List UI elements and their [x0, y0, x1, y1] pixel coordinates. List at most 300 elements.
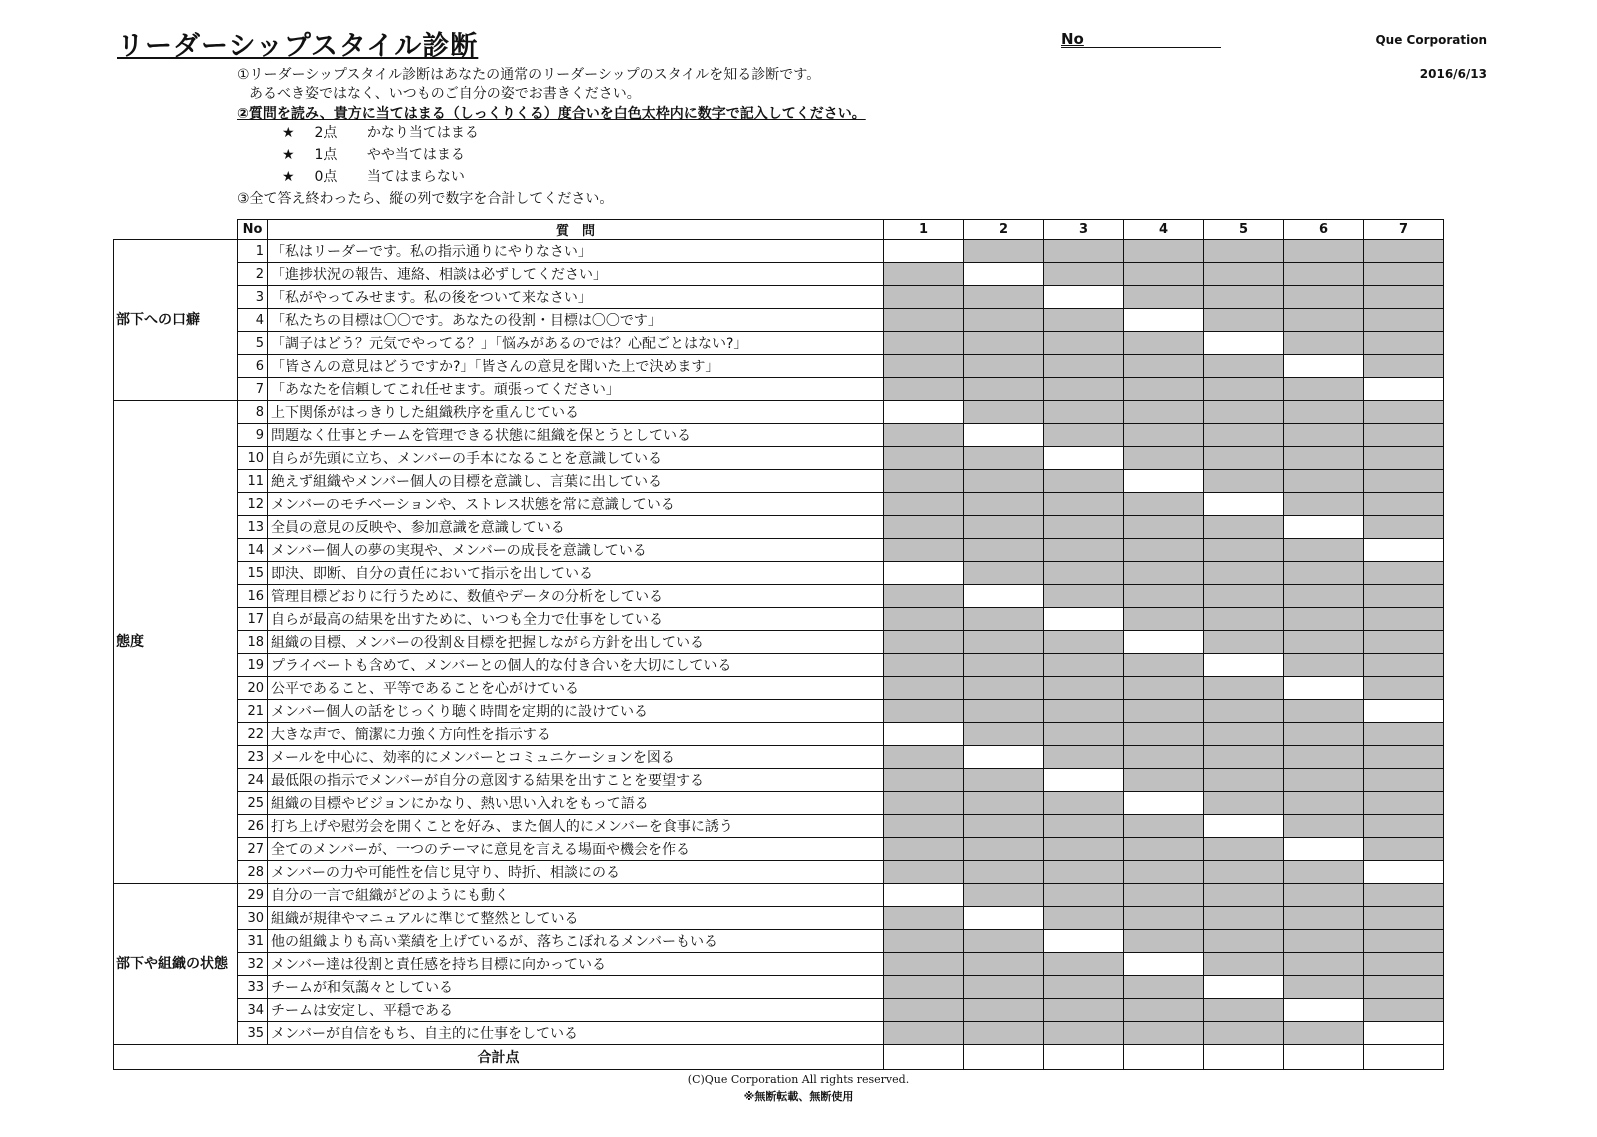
shaded-cell — [1364, 286, 1444, 309]
shaded-cell — [884, 355, 964, 378]
star-icon: ★ — [282, 125, 295, 141]
shaded-cell — [964, 631, 1044, 654]
shaded-cell — [884, 585, 964, 608]
shaded-cell — [964, 516, 1044, 539]
question-text: メンバーが自信をもち、自主的に仕事をしている — [268, 1022, 884, 1045]
question-number: 33 — [238, 976, 268, 999]
shaded-cell — [884, 447, 964, 470]
shaded-cell — [1284, 792, 1364, 815]
shaded-cell — [1364, 562, 1444, 585]
answer-input-cell[interactable] — [964, 907, 1044, 930]
shaded-cell — [1044, 677, 1124, 700]
question-number: 1 — [238, 240, 268, 263]
shaded-cell — [1124, 769, 1204, 792]
question-text: 「私たちの目標は〇〇です。あなたの役割・目標は〇〇です」 — [268, 309, 884, 332]
blank-corner-cell — [114, 220, 238, 240]
question-row — [114, 424, 1444, 447]
answer-input-cell[interactable] — [964, 263, 1044, 286]
total-label: 合計点 — [114, 1045, 884, 1070]
question-row — [114, 907, 1444, 930]
question-row — [114, 700, 1444, 723]
question-text: 絶えず組織やメンバー個人の目標を意識し、言葉に出している — [268, 470, 884, 493]
shaded-cell — [1204, 700, 1284, 723]
question-number: 23 — [238, 746, 268, 769]
shaded-cell — [1284, 539, 1364, 562]
shaded-cell — [1124, 838, 1204, 861]
shaded-cell — [1284, 309, 1364, 332]
total-input-cell[interactable] — [1204, 1045, 1284, 1070]
shaded-cell — [1204, 861, 1284, 884]
shaded-cell — [1364, 838, 1444, 861]
shaded-cell — [884, 263, 964, 286]
shaded-cell — [1204, 378, 1284, 401]
question-text: メンバー達は役割と責任感を持ち目標に向かっている — [268, 953, 884, 976]
document-title: リーダーシップスタイル診断 — [117, 31, 479, 62]
shaded-cell — [964, 700, 1044, 723]
question-row — [114, 562, 1444, 585]
shaded-cell — [964, 608, 1044, 631]
shaded-cell — [1124, 240, 1204, 263]
shaded-cell — [964, 286, 1044, 309]
shaded-cell — [1284, 332, 1364, 355]
question-text: メンバーのモチベーションや、ストレス状態を常に意識している — [268, 493, 884, 516]
shaded-cell — [1284, 654, 1364, 677]
shaded-cell — [1204, 999, 1284, 1022]
question-row — [114, 1022, 1444, 1045]
shaded-cell — [1044, 907, 1124, 930]
shaded-cell — [964, 401, 1044, 424]
shaded-cell — [1044, 838, 1124, 861]
shaded-cell — [1364, 907, 1444, 930]
question-row — [114, 792, 1444, 815]
shaded-cell — [964, 769, 1044, 792]
shaded-cell — [1044, 746, 1124, 769]
question-row — [114, 332, 1444, 355]
shaded-cell — [1204, 838, 1284, 861]
instruction-line-3: ②質問を読み、貴方に当てはまる（しっくりくる）度合いを白色太枠内に数字で記入してください。 — [237, 106, 866, 122]
shaded-cell — [884, 677, 964, 700]
shaded-cell — [1044, 309, 1124, 332]
answer-input-cell[interactable] — [884, 884, 964, 907]
copyright-notice: (C)Que Corporation All rights reserved. — [687, 1073, 910, 1086]
shaded-cell — [964, 861, 1044, 884]
shaded-cell — [884, 769, 964, 792]
total-input-cell[interactable] — [1364, 1045, 1444, 1070]
question-number: 5 — [238, 332, 268, 355]
shaded-cell — [1044, 884, 1124, 907]
question-row — [114, 746, 1444, 769]
shaded-cell — [884, 746, 964, 769]
shaded-cell — [1284, 562, 1364, 585]
shaded-cell — [1364, 999, 1444, 1022]
answer-input-cell[interactable] — [964, 746, 1044, 769]
shaded-cell — [1364, 470, 1444, 493]
shaded-cell — [1044, 470, 1124, 493]
question-row — [114, 286, 1444, 309]
shaded-cell — [1284, 263, 1364, 286]
shaded-cell — [1284, 608, 1364, 631]
shaded-cell — [1364, 401, 1444, 424]
shaded-cell — [964, 332, 1044, 355]
shaded-cell — [1204, 608, 1284, 631]
question-row — [114, 631, 1444, 654]
question-text: チームは安定し、平穏である — [268, 999, 884, 1022]
question-row — [114, 240, 1444, 263]
question-number: 7 — [238, 378, 268, 401]
question-text: 「調子はどう？元気でやってる？」「悩みがあるのでは？心配ごとはない?」 — [268, 332, 884, 355]
shaded-cell — [1204, 470, 1284, 493]
shaded-cell — [884, 654, 964, 677]
shaded-cell — [1204, 263, 1284, 286]
shaded-cell — [964, 539, 1044, 562]
question-text: メールを中心に、効率的にメンバーとコミュニケーションを図る — [268, 746, 884, 769]
answer-input-cell[interactable] — [1204, 815, 1284, 838]
shaded-cell — [1124, 884, 1204, 907]
question-text: メンバー個人の夢の実現や、メンバーの成長を意識している — [268, 539, 884, 562]
shaded-cell — [884, 539, 964, 562]
shaded-cell — [1284, 424, 1364, 447]
question-number: 21 — [238, 700, 268, 723]
answer-input-cell[interactable] — [1364, 1022, 1444, 1045]
question-row — [114, 861, 1444, 884]
shaded-cell — [1364, 240, 1444, 263]
shaded-cell — [1284, 953, 1364, 976]
shaded-cell — [1044, 723, 1124, 746]
question-number: 20 — [238, 677, 268, 700]
star-icon: ★ — [282, 147, 295, 163]
question-row — [114, 470, 1444, 493]
shaded-cell — [1204, 240, 1284, 263]
answer-input-cell[interactable] — [1284, 677, 1364, 700]
shaded-cell — [1284, 861, 1364, 884]
shaded-cell — [1044, 631, 1124, 654]
answer-input-cell[interactable] — [884, 562, 964, 585]
shaded-cell — [1124, 723, 1204, 746]
shaded-cell — [1284, 1022, 1364, 1045]
shaded-cell — [1124, 493, 1204, 516]
instruction-line-2: あるべき姿ではなく、いつものご自分の姿でお書きください。 — [249, 86, 641, 102]
question-text: 自分の一言で組織がどのようにも動く — [268, 884, 884, 907]
question-row — [114, 838, 1444, 861]
shaded-cell — [1044, 792, 1124, 815]
shaded-cell — [884, 907, 964, 930]
header-col-7: 7 — [1364, 220, 1444, 240]
shaded-cell — [1124, 447, 1204, 470]
total-row — [114, 1045, 1444, 1070]
question-text: 管理目標どおりに行うために、数値やデータの分析をしている — [268, 585, 884, 608]
question-text: 「皆さんの意見はどうですか?」「皆さんの意見を聞いた上で決めます」 — [268, 355, 884, 378]
shaded-cell — [1124, 355, 1204, 378]
shaded-cell — [1284, 286, 1364, 309]
total-input-cell[interactable] — [964, 1045, 1044, 1070]
question-text: 「進捗状況の報告、連絡、相談は必ずしてください」 — [268, 263, 884, 286]
question-row — [114, 447, 1444, 470]
shaded-cell — [884, 861, 964, 884]
answer-input-cell[interactable] — [1044, 769, 1124, 792]
question-number: 30 — [238, 907, 268, 930]
question-number: 17 — [238, 608, 268, 631]
shaded-cell — [1124, 424, 1204, 447]
answer-input-cell[interactable] — [1204, 493, 1284, 516]
question-row — [114, 608, 1444, 631]
shaded-cell — [1204, 447, 1284, 470]
shaded-cell — [884, 608, 964, 631]
total-input-cell[interactable] — [1044, 1045, 1124, 1070]
shaded-cell — [1044, 401, 1124, 424]
answer-input-cell[interactable] — [964, 424, 1044, 447]
shaded-cell — [1124, 286, 1204, 309]
shaded-cell — [964, 884, 1044, 907]
shaded-cell — [964, 723, 1044, 746]
shaded-cell — [1124, 654, 1204, 677]
scoring-rule-1 — [282, 146, 465, 165]
shaded-cell — [1284, 723, 1364, 746]
shaded-cell — [1364, 585, 1444, 608]
shaded-cell — [884, 700, 964, 723]
shaded-cell — [884, 378, 964, 401]
shaded-cell — [884, 999, 964, 1022]
shaded-cell — [964, 309, 1044, 332]
answer-input-cell[interactable] — [884, 401, 964, 424]
answer-input-cell[interactable] — [1284, 355, 1364, 378]
header-col-4: 4 — [1124, 220, 1204, 240]
answer-input-cell[interactable] — [1364, 539, 1444, 562]
category-label: 部下や組織の状態 — [114, 884, 238, 1045]
question-text: プライベートも含めて、メンバーとの個人的な付き合いを大切にしている — [268, 654, 884, 677]
question-row — [114, 677, 1444, 700]
shaded-cell — [1284, 401, 1364, 424]
shaded-cell — [1124, 815, 1204, 838]
answer-input-cell[interactable] — [1364, 861, 1444, 884]
header-col-2: 2 — [964, 220, 1044, 240]
question-number: 25 — [238, 792, 268, 815]
shaded-cell — [884, 631, 964, 654]
answer-input-cell[interactable] — [1124, 631, 1204, 654]
shaded-cell — [1124, 976, 1204, 999]
shaded-cell — [1284, 585, 1364, 608]
shaded-cell — [1044, 861, 1124, 884]
question-number: 35 — [238, 1022, 268, 1045]
question-number: 8 — [238, 401, 268, 424]
question-number: 2 — [238, 263, 268, 286]
shaded-cell — [1364, 608, 1444, 631]
star-icon: ★ — [282, 169, 295, 185]
question-row — [114, 378, 1444, 401]
shaded-cell — [1284, 631, 1364, 654]
question-text: 公平であること、平等であることを心がけている — [268, 677, 884, 700]
shaded-cell — [1044, 815, 1124, 838]
number-field-line[interactable] — [1061, 47, 1221, 48]
header-col-6: 6 — [1284, 220, 1364, 240]
answer-input-cell[interactable] — [1204, 332, 1284, 355]
usage-notice: ※無断転載、無断使用 — [743, 1090, 854, 1103]
question-number: 29 — [238, 884, 268, 907]
header-question: 質 問 — [268, 220, 884, 240]
answer-input-cell[interactable] — [1124, 792, 1204, 815]
question-text: 他の組織よりも高い業績を上げているが、落ちこぼれるメンバーもいる — [268, 930, 884, 953]
instruction-line-4: ③全て答え終わったら、縦の列で数字を合計してください。 — [237, 191, 614, 207]
shaded-cell — [1044, 539, 1124, 562]
shaded-cell — [1284, 447, 1364, 470]
answer-input-cell[interactable] — [1124, 309, 1204, 332]
answer-input-cell[interactable] — [1044, 608, 1124, 631]
scoring-description: かなり当てはまる — [366, 125, 479, 141]
total-input-cell[interactable] — [1124, 1045, 1204, 1070]
shaded-cell — [1364, 769, 1444, 792]
question-row — [114, 953, 1444, 976]
shaded-cell — [1124, 746, 1204, 769]
question-text: 「私はリーダーです。私の指示通りにやりなさい」 — [268, 240, 884, 263]
question-text: 自らが最高の結果を出すために、いつも全力で仕事をしている — [268, 608, 884, 631]
shaded-cell — [1044, 493, 1124, 516]
question-text: 打ち上げや慰労会を開くことを好み、また個人的にメンバーを食事に誘う — [268, 815, 884, 838]
answer-input-cell[interactable] — [1124, 470, 1204, 493]
shaded-cell — [1364, 263, 1444, 286]
shaded-cell — [884, 838, 964, 861]
answer-input-cell[interactable] — [1284, 999, 1364, 1022]
scoring-rule-0 — [282, 168, 465, 187]
shaded-cell — [1204, 746, 1284, 769]
answer-input-cell[interactable] — [1364, 700, 1444, 723]
question-row — [114, 884, 1444, 907]
shaded-cell — [1284, 700, 1364, 723]
question-number: 28 — [238, 861, 268, 884]
answer-input-cell[interactable] — [964, 585, 1044, 608]
shaded-cell — [1284, 378, 1364, 401]
shaded-cell — [1124, 861, 1204, 884]
question-row — [114, 976, 1444, 999]
total-input-cell[interactable] — [1284, 1045, 1364, 1070]
question-text: 「あなたを信頼してこれ任せます。頑張ってください」 — [268, 378, 884, 401]
shaded-cell — [1204, 769, 1284, 792]
shaded-cell — [1364, 746, 1444, 769]
question-text: 全てのメンバーが、一つのテーマに意見を言える場面や機会を作る — [268, 838, 884, 861]
question-number: 9 — [238, 424, 268, 447]
scoring-rule-2 — [282, 124, 479, 143]
shaded-cell — [1204, 792, 1284, 815]
shaded-cell — [1204, 424, 1284, 447]
answer-input-cell[interactable] — [884, 723, 964, 746]
shaded-cell — [1124, 562, 1204, 585]
shaded-cell — [1044, 424, 1124, 447]
number-label: No — [1061, 30, 1084, 48]
shaded-cell — [1044, 355, 1124, 378]
question-number: 19 — [238, 654, 268, 677]
answer-input-cell[interactable] — [1044, 286, 1124, 309]
shaded-cell — [964, 930, 1044, 953]
shaded-cell — [1284, 746, 1364, 769]
answer-input-cell[interactable] — [1284, 838, 1364, 861]
answer-input-cell[interactable] — [1284, 516, 1364, 539]
question-number: 3 — [238, 286, 268, 309]
question-row — [114, 493, 1444, 516]
shaded-cell — [1044, 976, 1124, 999]
shaded-cell — [1124, 378, 1204, 401]
question-number: 18 — [238, 631, 268, 654]
question-number: 34 — [238, 999, 268, 1022]
answer-input-cell[interactable] — [1204, 654, 1284, 677]
shaded-cell — [1204, 309, 1284, 332]
shaded-cell — [1204, 631, 1284, 654]
shaded-cell — [1364, 723, 1444, 746]
shaded-cell — [1204, 1022, 1284, 1045]
total-input-cell[interactable] — [884, 1045, 964, 1070]
header-col-3: 3 — [1044, 220, 1124, 240]
instruction-line-1: ①リーダーシップスタイル診断はあなたの通常のリーダーシップのスタイルを知る診断です。 — [237, 67, 821, 83]
question-number: 6 — [238, 355, 268, 378]
answer-input-cell[interactable] — [1204, 976, 1284, 999]
shaded-cell — [964, 976, 1044, 999]
shaded-cell — [1044, 654, 1124, 677]
shaded-cell — [1364, 953, 1444, 976]
question-row — [114, 263, 1444, 286]
shaded-cell — [1124, 332, 1204, 355]
shaded-cell — [884, 493, 964, 516]
question-row — [114, 769, 1444, 792]
question-number: 31 — [238, 930, 268, 953]
question-text: 即決、即断、自分の責任において指示を出している — [268, 562, 884, 585]
header-col-1: 1 — [884, 220, 964, 240]
question-number: 11 — [238, 470, 268, 493]
question-number: 13 — [238, 516, 268, 539]
answer-input-cell[interactable] — [1044, 930, 1124, 953]
shaded-cell — [1364, 792, 1444, 815]
category-label: 態度 — [114, 401, 238, 884]
answer-input-cell[interactable] — [884, 240, 964, 263]
shaded-cell — [1124, 677, 1204, 700]
shaded-cell — [964, 677, 1044, 700]
shaded-cell — [1204, 286, 1284, 309]
shaded-cell — [1044, 516, 1124, 539]
shaded-cell — [964, 1022, 1044, 1045]
shaded-cell — [964, 447, 1044, 470]
answer-input-cell[interactable] — [1124, 953, 1204, 976]
shaded-cell — [1284, 815, 1364, 838]
company-name: Que Corporation — [1375, 33, 1487, 47]
shaded-cell — [1044, 332, 1124, 355]
shaded-cell — [1364, 355, 1444, 378]
scoring-points: 1点 — [314, 147, 338, 163]
scoring-description: 当てはまらない — [366, 169, 465, 185]
shaded-cell — [1284, 976, 1364, 999]
shaded-cell — [1124, 930, 1204, 953]
shaded-cell — [1204, 355, 1284, 378]
shaded-cell — [1284, 493, 1364, 516]
shaded-cell — [884, 309, 964, 332]
answer-input-cell[interactable] — [1364, 378, 1444, 401]
shaded-cell — [1364, 424, 1444, 447]
header-col-5: 5 — [1204, 220, 1284, 240]
shaded-cell — [1284, 470, 1364, 493]
answer-input-cell[interactable] — [1044, 447, 1124, 470]
question-text: 自らが先頭に立ち、メンバーの手本になることを意識している — [268, 447, 884, 470]
question-text: 大きな声で、簡潔に力強く方向性を指示する — [268, 723, 884, 746]
shaded-cell — [1044, 378, 1124, 401]
shaded-cell — [884, 930, 964, 953]
question-text: 全員の意見の反映や、参加意識を意識している — [268, 516, 884, 539]
shaded-cell — [1204, 401, 1284, 424]
shaded-cell — [884, 470, 964, 493]
shaded-cell — [884, 953, 964, 976]
shaded-cell — [1204, 562, 1284, 585]
shaded-cell — [1364, 976, 1444, 999]
question-number: 4 — [238, 309, 268, 332]
shaded-cell — [1364, 631, 1444, 654]
question-text: 上下関係がはっきりした組織秩序を重んじている — [268, 401, 884, 424]
shaded-cell — [1204, 723, 1284, 746]
table-header-row — [114, 220, 1444, 240]
shaded-cell — [964, 378, 1044, 401]
